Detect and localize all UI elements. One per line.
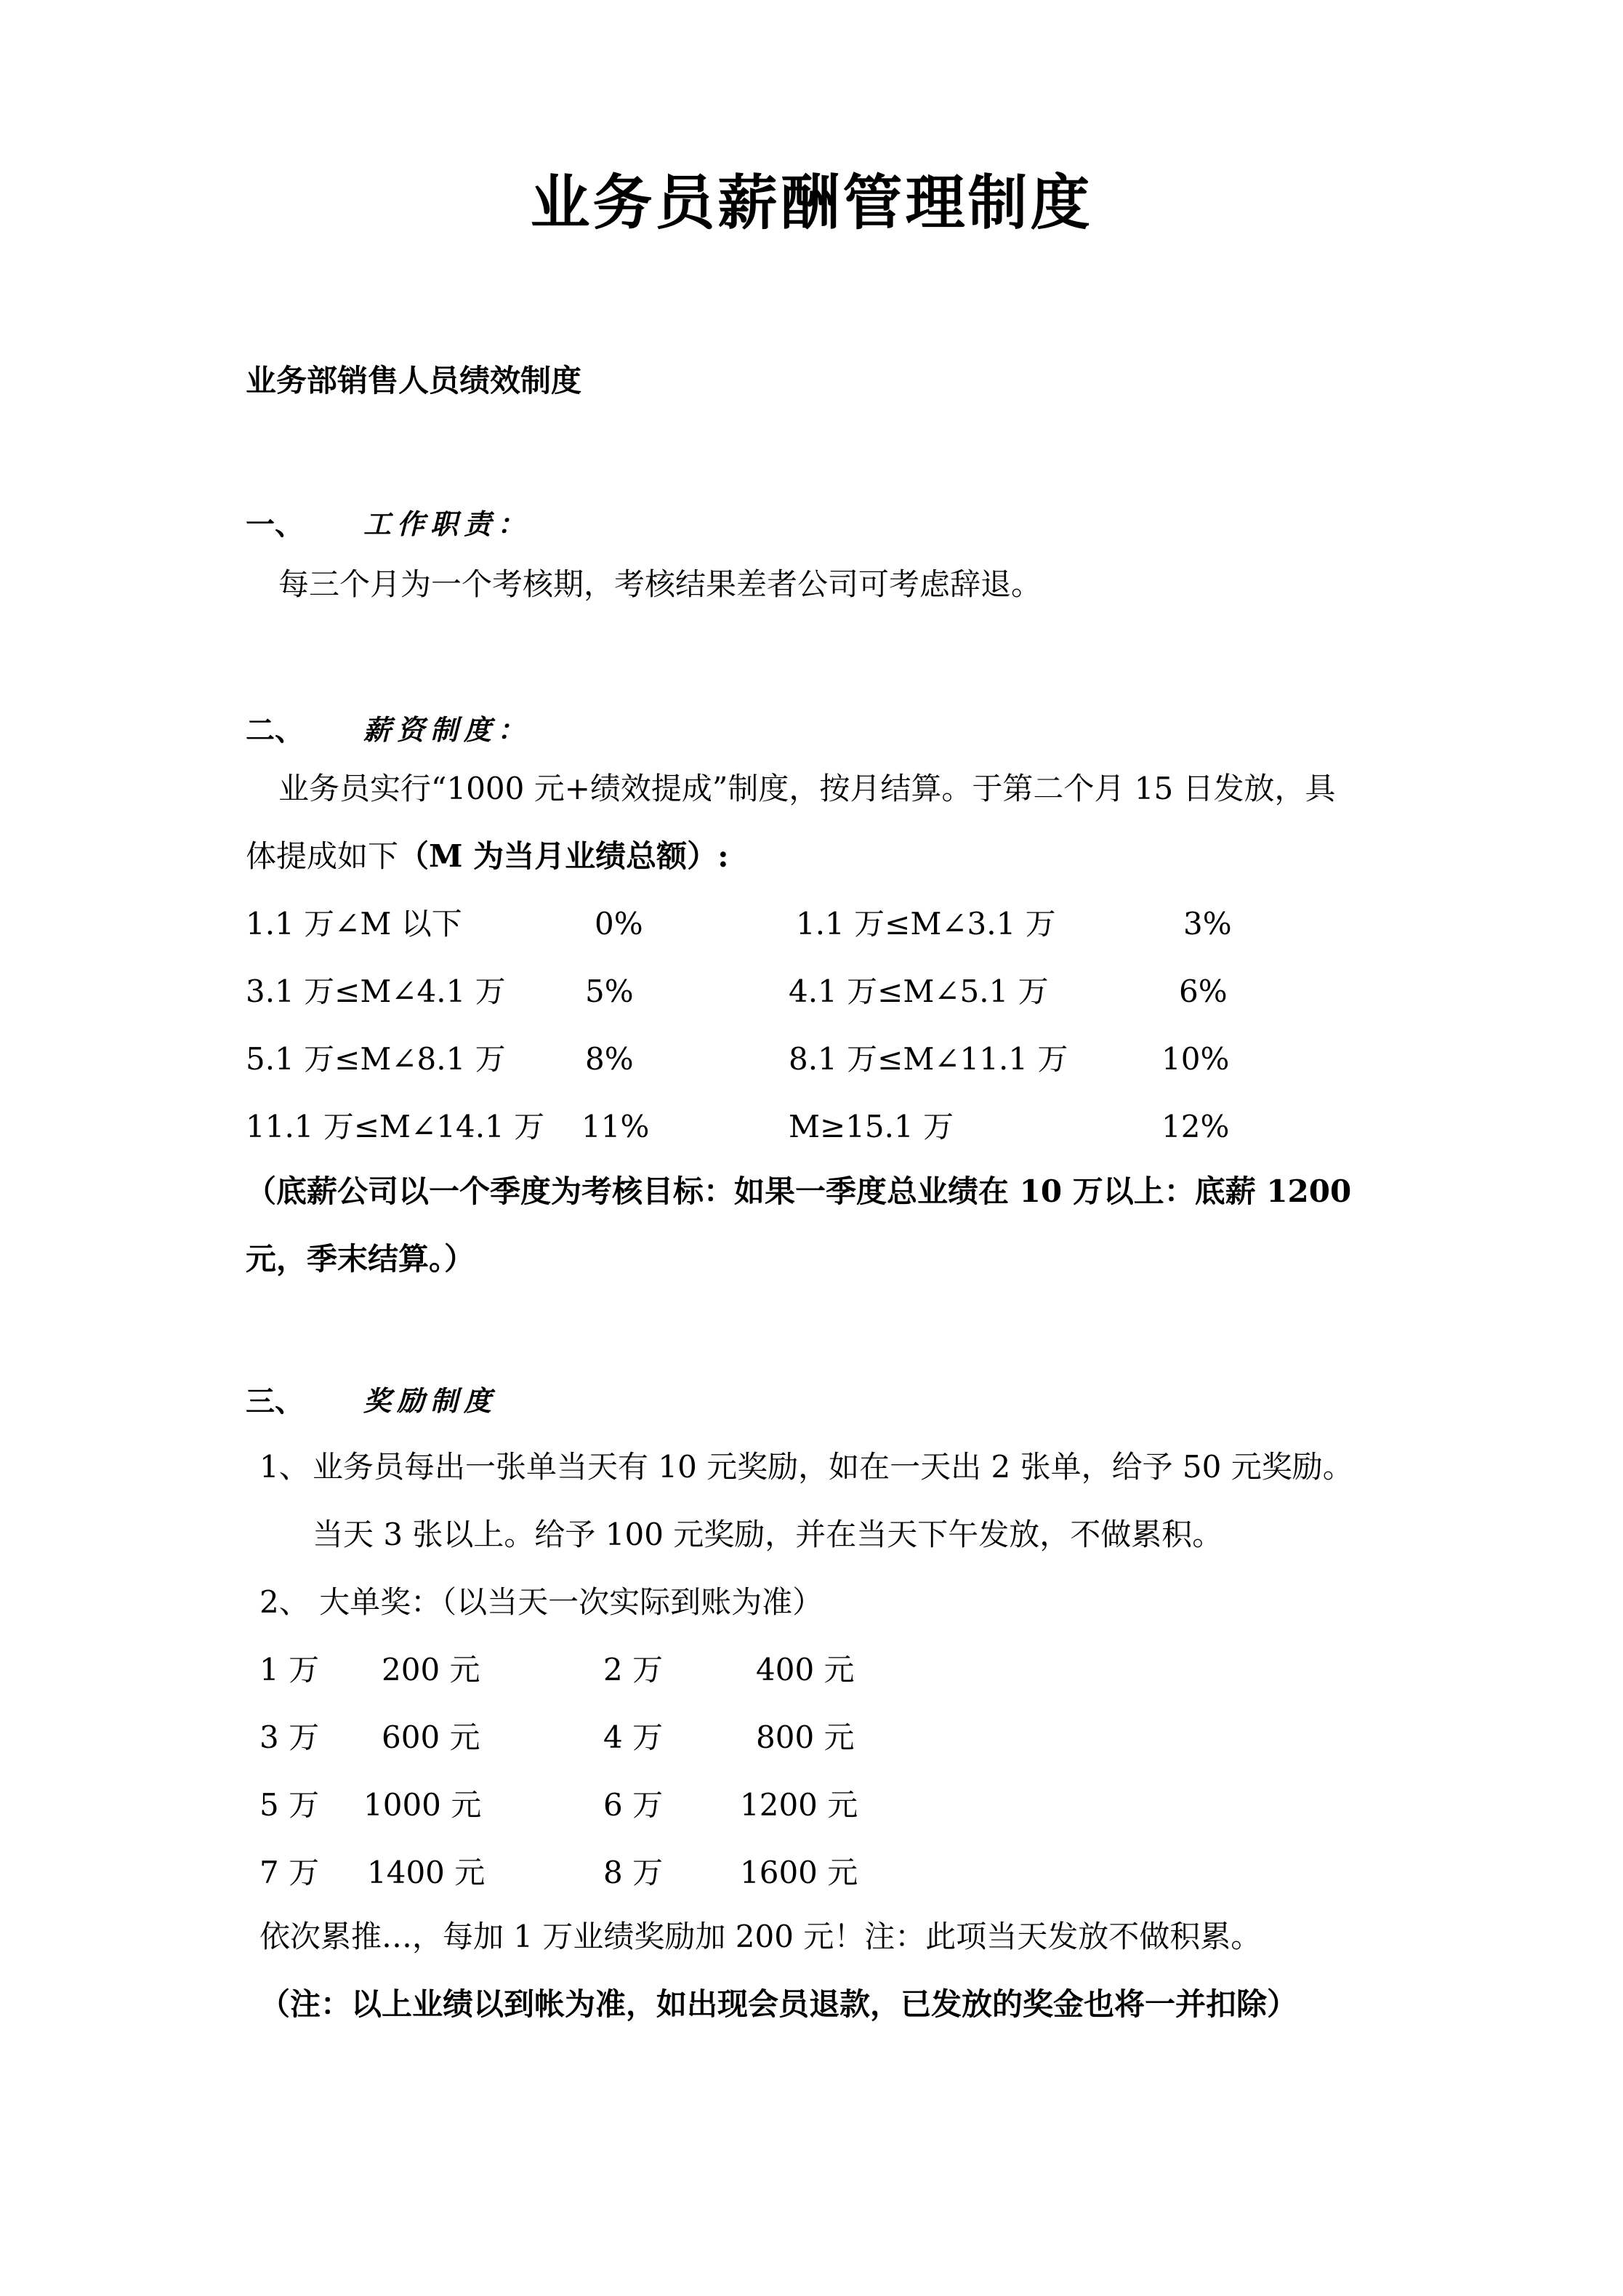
reward-item-1-number: 1、 [259,1449,310,1485]
section-2-title: 薪资制度： [363,713,531,746]
rate-range: 4.1 万≤M∠5.1 万 [789,974,1049,1009]
bonus-amount: 8 万 [603,1855,664,1890]
bonus-reward: 1600 元 [740,1855,858,1890]
bonus-amount: 7 万 [259,1855,320,1890]
section-3-title: 奖励制度 [363,1384,498,1417]
section-1-title: 工作职责： [363,507,531,540]
page-title: 业务员薪酬管理制度 [530,168,1093,238]
final-note: （注：以上业绩以到帐为准，如出现会员退款，已发放的奖金也将一并扣除） [259,1986,1298,2022]
rate-range: 1.1 万≤M∠3.1 万 [796,906,1056,942]
base-salary-note-line-1: （底薪公司以一个季度为考核目标：如果一季度总业绩在 10 万以上：底薪 1200 [246,1173,1352,1209]
document-subtitle: 业务部销售人员绩效制度 [246,363,582,398]
rate-range: M≥15.1 万 [789,1109,954,1144]
bonus-reward: 1400 元 [367,1855,486,1890]
bonus-reward: 800 元 [756,1719,855,1755]
rate-range: 3.1 万≤M∠4.1 万 [246,974,506,1009]
bonus-followup: 依次累推…，每加 1 万业绩奖励加 200 元！注：此项当天发放不做积累。 [259,1919,1262,1954]
section-1-body: 每三个月为一个考核期，考核结果差者公司可考虑辞退。 [278,566,1042,602]
bonus-amount: 5 万 [259,1787,320,1823]
rate-percent: 0% [595,906,643,942]
rate-percent: 11% [581,1109,650,1144]
reward-item-2: 2、 大单奖：（以当天一次实际到账为准） [259,1584,823,1620]
bonus-amount: 3 万 [259,1719,320,1755]
base-salary-note-line-2: 元，季末结算。） [246,1241,475,1277]
section-2-line-1: 业务员实行“1000 元+绩效提成”制度，按月结算。于第二个月 15 日发放，具 [278,771,1336,806]
rate-percent: 3% [1183,906,1232,942]
bonus-amount: 2 万 [603,1652,664,1687]
bonus-reward: 200 元 [382,1652,480,1687]
bonus-amount: 1 万 [259,1652,320,1687]
bonus-reward: 1000 元 [363,1787,482,1823]
section-3-number: 三、 [246,1384,304,1418]
reward-item-1-line-1: 业务员每出一张单当天有 10 元奖励，如在一天出 2 张单，给予 50 元奖励。 [313,1449,1353,1485]
rate-range: 8.1 万≤M∠11.1 万 [789,1041,1068,1077]
rate-range: 11.1 万≤M∠14.1 万 [246,1109,545,1144]
section-1-number: 一、 [246,507,304,542]
rate-range: 5.1 万≤M∠8.1 万 [246,1041,506,1077]
bonus-reward: 600 元 [382,1719,480,1755]
rate-percent: 8% [585,1041,634,1077]
rate-range: 1.1 万∠M 以下 [246,906,462,942]
section-2-line-2-bold: （M 为当月业绩总额）: [398,838,729,874]
bonus-amount: 4 万 [603,1719,664,1755]
rate-percent: 6% [1179,974,1228,1009]
rate-percent: 12% [1161,1109,1230,1144]
bonus-reward: 1200 元 [740,1787,858,1823]
bonus-amount: 6 万 [603,1787,664,1823]
bonus-reward: 400 元 [756,1652,855,1687]
section-2-line-2 [246,838,729,874]
section-2-line-2-normal: 体提成如下 [246,838,399,874]
rate-percent: 10% [1161,1041,1230,1077]
rate-percent: 5% [585,974,634,1009]
reward-item-1-line-2: 当天 3 张以上。给予 100 元奖励，并在当天下午发放，不做累积。 [313,1517,1223,1552]
section-2-number: 二、 [246,713,304,747]
